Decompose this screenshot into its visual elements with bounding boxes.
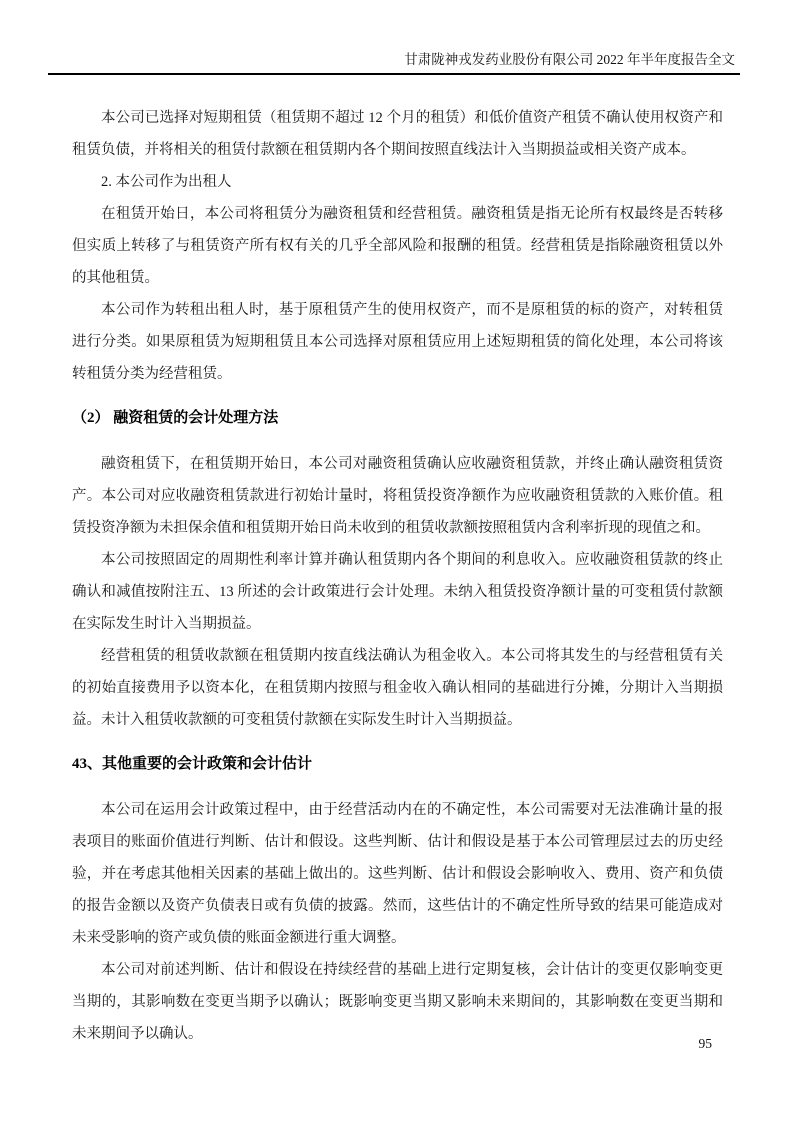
paragraph-short-term-lease: 本公司已选择对短期租赁（租赁期不超过 12 个月的租赁）和低价值资产租赁不确认使用权资产和租赁负债，并将相关的租赁付款额在租赁期内各个期间按照直线法计入当期损益或相关资产成本。: [72, 110, 723, 158]
paragraph-judgments-estimates-assumptions: 本公司在运用会计政策过程中，由于经营活动内在的不确定性，本公司需要对无法准确计量的报表项目的账面价值进行判断、估计和假设。这些判断、估计和假设是基于本公司管理层过去的历史经验，并在考虑其他相关因素的基础上做出的。这些判断、估计和假设会影响收入、费用、资产和负债的报告金额以及资产负债表日或有负债的披露。然而，这些估计的不确定性所导致的结果可能造成对未来受影响的资产或负债的账面金额进行重大调整。: [72, 802, 723, 946]
paragraph-sublease: 本公司作为转租出租人时，基于原租赁产生的使用权资产，而不是原租赁的标的资产，对转租赁进行分类。如果原租赁为短期租赁且本公司选择对原租赁应用上述短期租赁的简化处理，本公司将该转租赁分类为经营租赁。: [72, 302, 723, 382]
page-footer: [699, 1036, 713, 1052]
paragraph-periodic-interest-income: 本公司按照固定的周期性利率计算并确认租赁期内各个期间的利息收入。应收融资租赁款的终止确认和减值按附注五、13 所述的会计政策进行会计处理。未纳入租赁投资净额计量的可变租赁付款额在实际发生时计入当期损益。: [72, 552, 723, 632]
page-header: [0, 0, 793, 75]
paragraph-operating-lease-income: 经营租赁的租赁收款额在租赁期内按直线法确认为租金收入。本公司将其发生的与经营租赁有关的初始直接费用予以资本化，在租赁期内按照与租金收入确认相同的基础进行分摊，分期计入当期损益。未计入租赁收款额的可变租赁付款额在实际发生时计入当期损益。: [72, 648, 723, 728]
list-item-company-as-lessor: 2. 本公司作为出租人: [101, 174, 232, 190]
report-header-title: 甘肃陇神戎发药业股份有限公司 2022 年半年度报告全文: [404, 52, 735, 67]
paragraph-finance-lease-initial-measurement: 融资租赁下，在租赁期开始日，本公司对融资租赁确认应收融资租赁款，并终止确认融资租赁资产。本公司对应收融资租赁款进行初始计量时，将租赁投资净额作为应收融资租赁款的入账价值。租赁投资净额为未担保余值和租赁期开始日尚未收到的租赁收款额按照租赁内含利率折现的现值之和。: [72, 456, 723, 536]
document-body: [72, 102, 723, 1050]
section-heading-finance-lease-accounting: （2） 融资租赁的会计处理方法: [72, 410, 279, 426]
section-heading-other-accounting-policies: 43、其他重要的会计政策和会计估计: [72, 756, 313, 772]
paragraph-lease-classification: 在租赁开始日，本公司将租赁分为融资租赁和经营租赁。融资租赁是指无论所有权最终是否转移但实质上转移了与租赁资产所有权有关的几乎全部风险和报酬的租赁。经营租赁是指除融资租赁以外的其他租赁。: [72, 206, 723, 286]
page-number: 95: [698, 1036, 712, 1051]
paragraph-periodic-review-of-estimates: 本公司对前述判断、估计和假设在持续经营的基础上进行定期复核，会计估计的变更仅影响变更当期的，其影响数在变更当期予以确认；既影响变更当期又影响未来期间的，其影响数在变更当期和未来期间予以确认。: [72, 962, 723, 1042]
header-divider: [48, 73, 740, 75]
